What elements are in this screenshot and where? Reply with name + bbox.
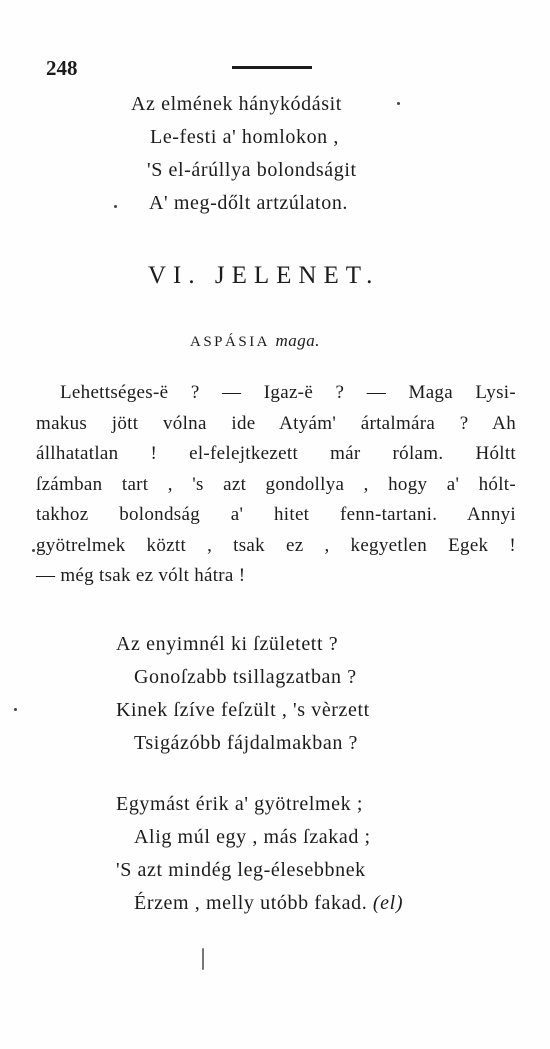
verse-line: Alig múl egy , más ſzakad ; (134, 826, 371, 848)
verse-line: Tsigázóbb fájdalmakban ? (134, 732, 359, 754)
scan-speck (32, 549, 35, 552)
header-rule (232, 66, 312, 69)
stanza-2 (116, 628, 370, 760)
page-number: 248 (46, 56, 78, 80)
scene-heading: VI. JELENET. (148, 262, 380, 289)
speaker-name: ASPÁSIA (190, 334, 270, 350)
verse-line: A' meg-dőlt artzúlaton. (149, 192, 349, 214)
speaker-role: maga. (275, 331, 320, 350)
scan-speck (114, 205, 117, 208)
scan-speck (14, 708, 17, 711)
footnote-reference: (el) (372, 892, 404, 914)
verse-line: Le-festi a' homlokon , (150, 126, 339, 148)
verse-line: Gonoſzabb tsillagzatban ? (134, 666, 357, 688)
verse-line: Egymást érik a' gyötrelmek ; (116, 793, 364, 815)
prose-line: takhoz bolondság a' hitet fenn-tartani. Annyi (36, 504, 516, 525)
stanza-1 (131, 88, 357, 220)
prose-line: makus jött vólna ide Atyám' ártalmára ? Ah (36, 412, 516, 434)
verse-line (116, 887, 403, 920)
prose-line: gyötrelmek köztt , tsak ez , kegyetlen Egek ! (36, 534, 516, 556)
verse-text: Érzem , melly utóbb fakad. (134, 892, 368, 914)
verse-line: Az elmének hánykódásit (131, 93, 342, 115)
prose-line: állhatatlan ! el-felejtkezett már rólam. Hóltt (36, 443, 516, 464)
verse-line: Az enyimnél ki ſzületett ? (116, 633, 339, 655)
verse-line: 'S el-árúllya bolondságit (147, 159, 357, 181)
scan-speck (202, 948, 204, 970)
prose-line: — még tsak ez vólt hátra ! (36, 565, 246, 586)
verse-line: 'S azt mindég leg-élesebbnek (116, 859, 366, 881)
prose-paragraph (36, 378, 516, 592)
stanza-3 (116, 788, 403, 920)
verse-line: Kinek ſzíve feſzült , 's vèrzett (116, 699, 370, 721)
scan-speck (397, 102, 400, 105)
prose-line: ſzámban tart , 's azt gondollya , hogy a' hólt- (36, 473, 516, 495)
speaker-line (190, 331, 320, 351)
prose-line: Lehettséges-ë ? — Igaz-ë ? — Maga Lysi- (60, 382, 516, 403)
